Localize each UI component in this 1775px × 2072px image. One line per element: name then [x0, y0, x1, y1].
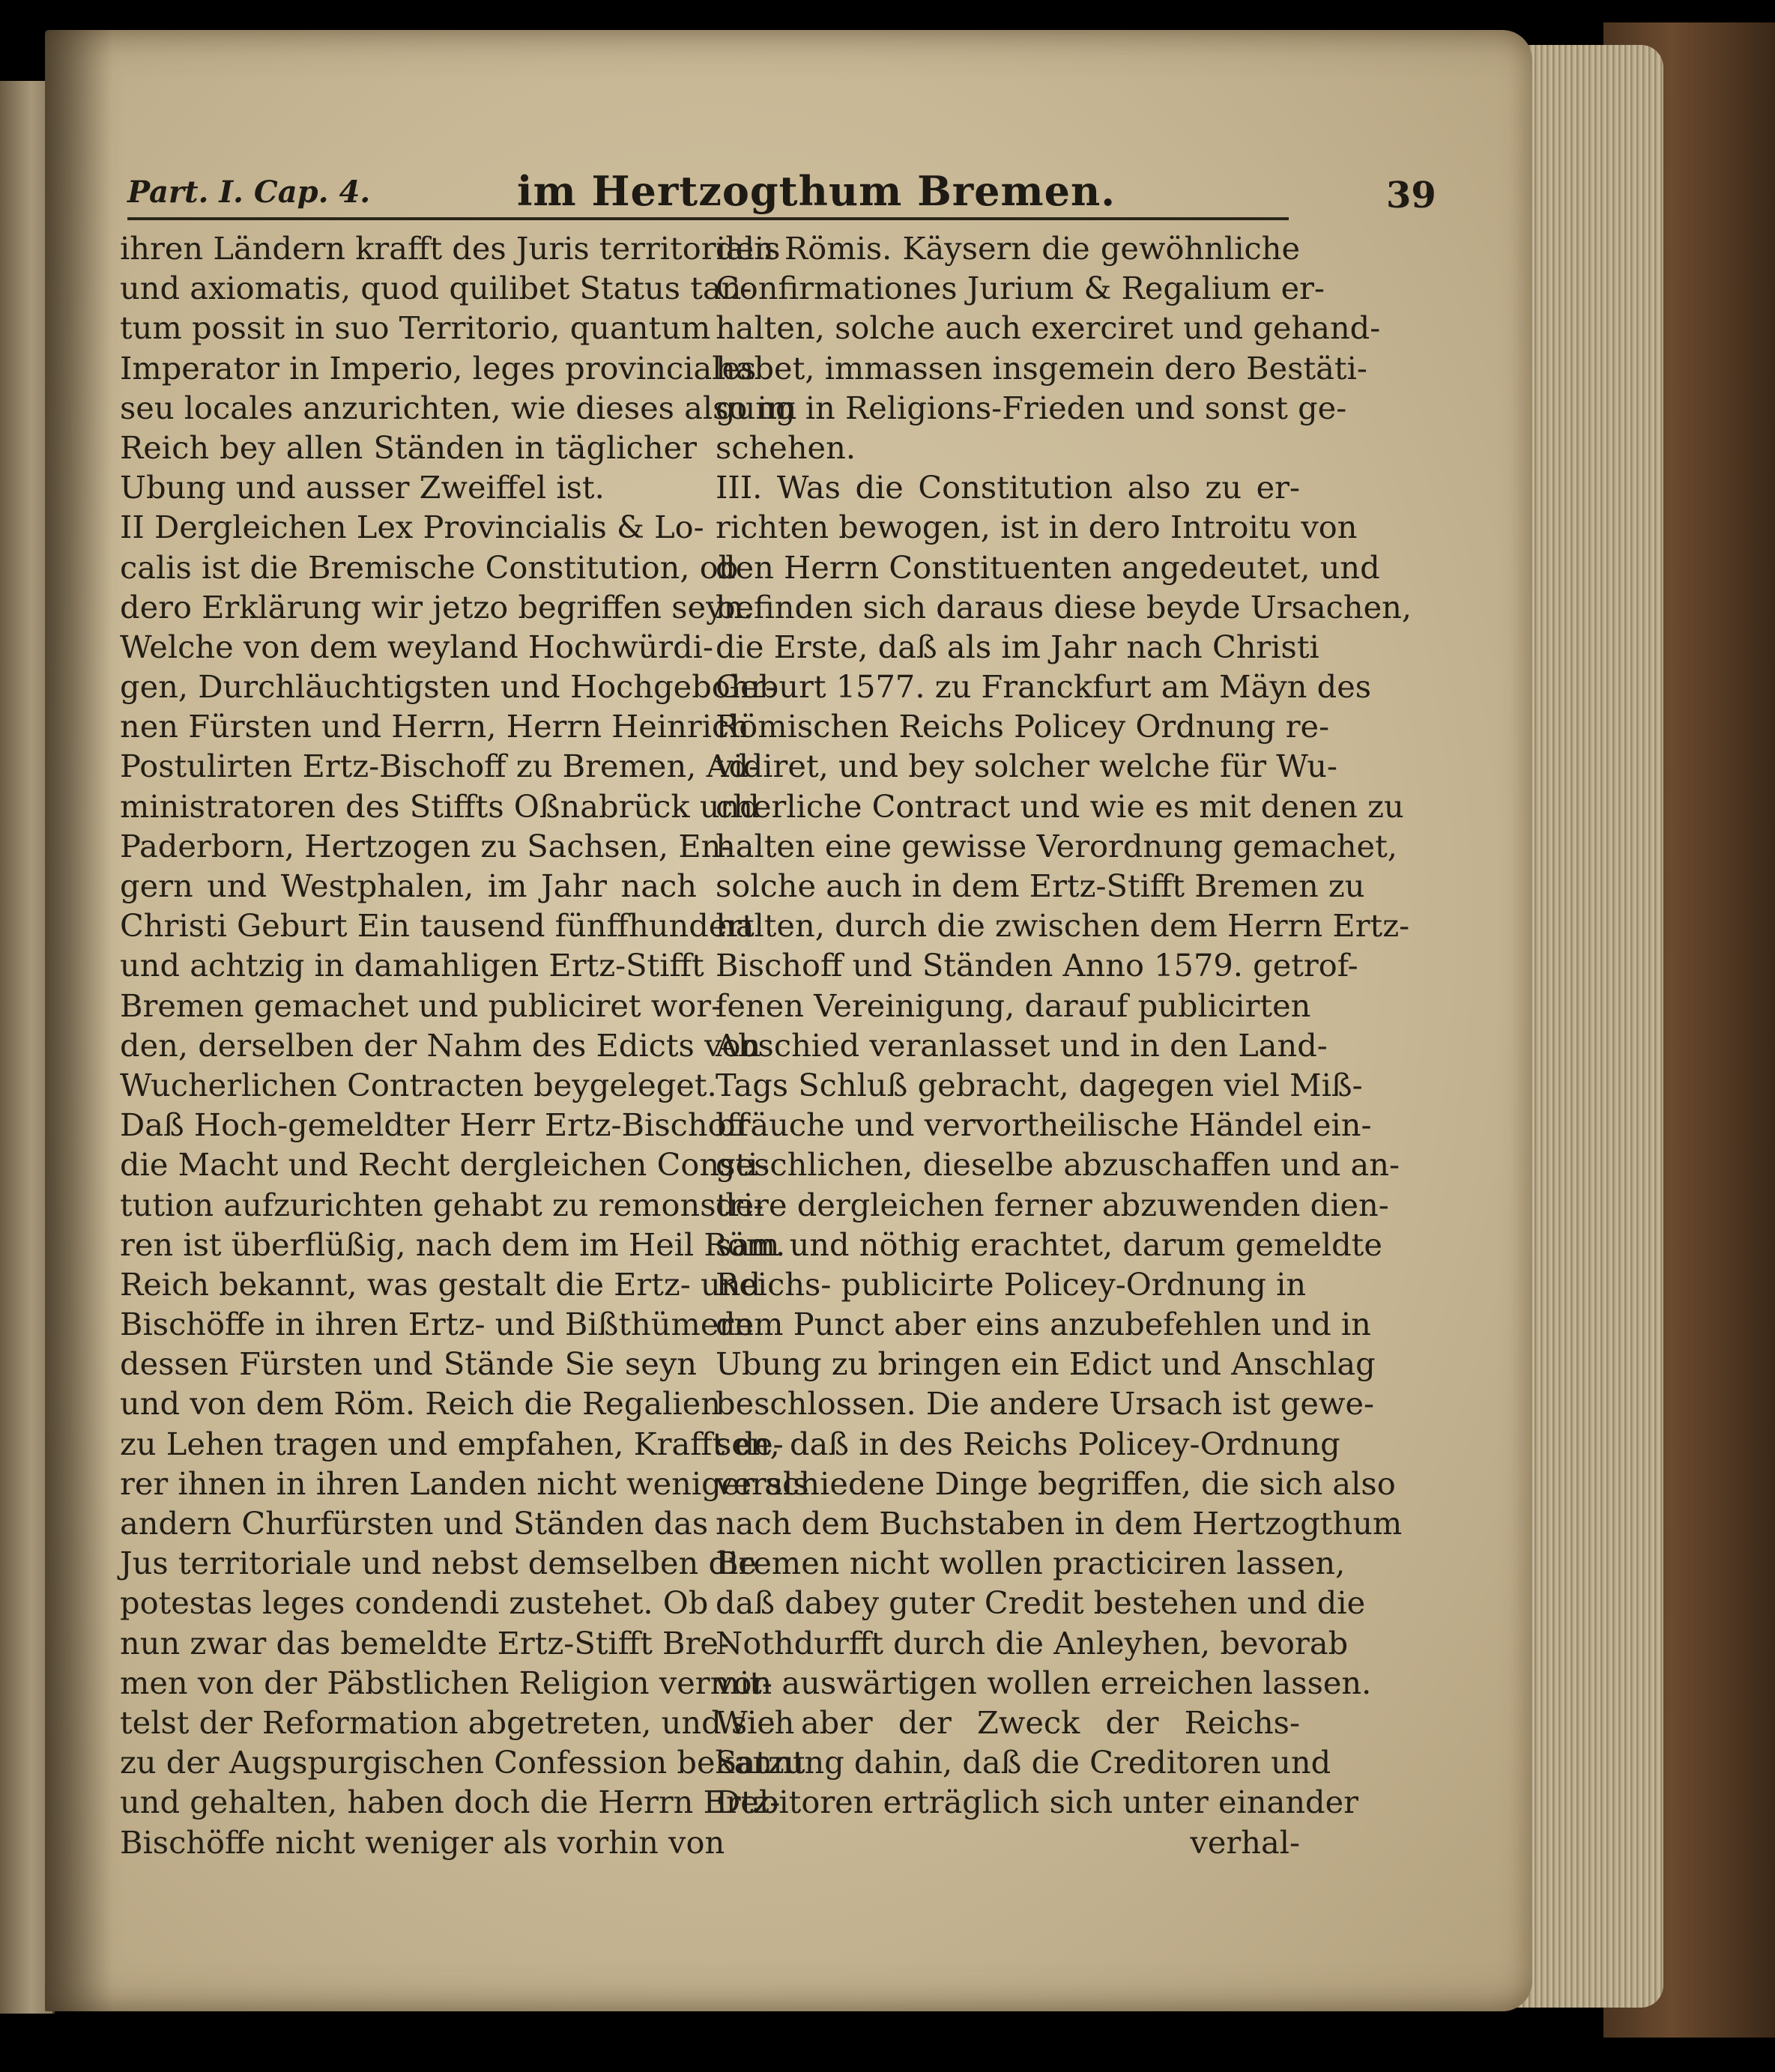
text-line: dere dergleichen ferner abzuwenden dien- — [716, 1186, 1389, 1223]
text-line: daß dabey guter Credit bestehen und die — [716, 1584, 1366, 1622]
text-line: dero Erklärung wir jetzo begriffen seyn. — [120, 588, 754, 625]
page-header — [127, 161, 1436, 221]
page-block-edges — [1514, 45, 1663, 2008]
text-line: Bischoff und Ständen Anno 1579. getrof- — [716, 947, 1358, 984]
text-line: telst der Reformation abgetreten, und sich — [120, 1703, 795, 1741]
text-line: und von dem Röm. Reich die Regalien — [120, 1385, 721, 1423]
text-line: Tags Schluß gebracht, dagegen viel Miß- — [716, 1066, 1363, 1103]
text-line: und gehalten, haben doch die Herrn Ertz- — [120, 1784, 781, 1821]
text-line: Christi Geburt Ein tausend fünffhundert — [120, 907, 755, 945]
text-line: nun zwar das bemeldte Ertz-Stifft Bre- — [120, 1624, 729, 1661]
text-line: gen, Durchläuchtigsten und Hochgebohr- — [120, 668, 776, 706]
text-line: Reich bekannt, was gestalt die Ertz- und — [120, 1265, 761, 1303]
text-line: halten, durch die zwischen dem Herrn Ertz- — [716, 907, 1410, 945]
text-line: fenen Vereinigung, darauf publicirten — [716, 987, 1311, 1024]
text-line: Bremen nicht wollen practiciren lassen, — [716, 1545, 1346, 1582]
text-line: Debitoren erträglich sich unter einander — [716, 1784, 1359, 1821]
text-line: Reichs- publicirte Policey-Ordnung in — [716, 1265, 1307, 1303]
text-line: Bremen gemachet und publiciret wor- — [120, 987, 722, 1024]
text-line: Welche von dem weyland Hochwürdi- — [120, 628, 713, 665]
text-line: sam und nöthig erachtet, darum gemeldte — [716, 1226, 1382, 1263]
text-line: dessen Fürsten und Stände Sie seyn — [120, 1345, 697, 1383]
text-line: Imperator in Imperio, leges provinciales — [120, 349, 757, 387]
text-line: Ubung und ausser Zweiffel ist. — [120, 469, 605, 506]
text-line: Satzung dahin, daß die Creditoren und — [716, 1744, 1331, 1781]
text-line: nach dem Buchstaben in dem Hertzogthum — [716, 1505, 1403, 1542]
text-line: Postulirten Ertz-Bischoff zu Bremen, Ad- — [120, 748, 760, 785]
text-line: Ubung zu bringen ein Edict und Anschlag — [716, 1345, 1376, 1383]
text-line: befinden sich daraus diese beyde Ursachen, — [716, 588, 1412, 625]
right-text-column — [716, 228, 1412, 1862]
text-line: dem Punct aber eins anzubefehlen und in — [716, 1306, 1371, 1343]
text-line: III. Was die Constitution also zu er- — [716, 469, 1300, 506]
text-line: solche auch in dem Ertz-Stifft Bremen zu — [716, 867, 1365, 904]
text-line: Wie aber der Zweck der Reichs- — [716, 1703, 1300, 1741]
running-head-title: im Hertzogthum Bremen. — [517, 167, 1116, 215]
text-line: Reich bey allen Ständen in täglicher — [120, 428, 697, 466]
header-rule — [127, 217, 1289, 220]
text-line: beschlossen. Die andere Ursach ist gewe- — [716, 1385, 1375, 1423]
text-line: von auswärtigen wollen erreichen lassen. — [716, 1664, 1372, 1701]
text-line: und axiomatis, quod quilibet Status tan- — [120, 270, 752, 307]
text-line: Nothdurfft durch die Anleyhen, bevorab — [716, 1624, 1349, 1661]
text-line: richten bewogen, ist in dero Introitu von — [716, 509, 1358, 546]
text-line: Bischöffe in ihren Ertz- und Bißthümern — [120, 1306, 754, 1343]
text-line: verschiedene Dinge begriffen, die sich also — [716, 1464, 1396, 1502]
text-line: ihren Ländern krafft des Juris territorialis — [120, 230, 781, 267]
text-line: vidiret, und bey solcher welche für Wu- — [716, 748, 1338, 785]
text-line: Jus territoriale und nebst demselben die — [120, 1545, 757, 1582]
text-line: calis ist die Bremische Constitution, ob — [120, 548, 739, 586]
text-line: den Römis. Käysern die gewöhnliche — [716, 230, 1300, 267]
text-line: zu der Augspurgischen Confession bekannt — [120, 1744, 805, 1781]
text-line: zu Lehen tragen und empfahen, Krafft de- — [120, 1425, 784, 1462]
text-line: habet, immassen insgemein dero Bestäti- — [716, 349, 1367, 387]
text-line: andern Churfürsten und Ständen das — [120, 1505, 709, 1542]
text-line: Römischen Reichs Policey Ordnung re- — [716, 708, 1330, 745]
running-head-part: Part. I. Cap. 4. — [127, 175, 371, 210]
text-line: Daß Hoch-gemeldter Herr Ertz-Bischoff — [120, 1106, 749, 1144]
text-line: Geburt 1577. zu Franckfurt am Mäyn des — [716, 668, 1372, 706]
text-line: den Herrn Constituenten angedeutet, und — [716, 548, 1380, 586]
text-line: men von der Päbstlichen Religion vermit- — [120, 1664, 772, 1701]
text-line: tution aufzurichten gehabt zu remonstri- — [120, 1186, 764, 1223]
text-line: den, derselben der Nahm des Edicts von — [120, 1026, 761, 1064]
text-line: potestas leges condendi zustehet. Ob — [120, 1584, 709, 1622]
gutter-shadow — [45, 30, 112, 2011]
text-line: rer ihnen in ihren Landen nicht weniger als — [120, 1464, 809, 1502]
text-line: ren ist überflüßig, nach dem im Heil Röm. — [120, 1226, 786, 1263]
text-line: schehen. — [716, 428, 856, 466]
text-line: Paderborn, Hertzogen zu Sachsen, En- — [120, 827, 732, 864]
text-line: gern und Westphalen, im Jahr nach — [120, 867, 697, 904]
text-line: Confirmationes Jurium & Regalium er- — [716, 270, 1325, 307]
text-line: halten eine gewisse Verordnung gemachet, — [716, 827, 1397, 864]
text-line: cherliche Contract und wie es mit denen zu — [716, 787, 1404, 825]
text-line: seu locales anzurichten, wie dieses also im — [120, 389, 797, 426]
text-line: tum possit in suo Territorio, quantum — [120, 309, 711, 347]
text-line: geschlichen, dieselbe abzuschaffen und an- — [716, 1146, 1400, 1184]
text-line: verhal- — [1190, 1823, 1300, 1861]
text-line: halten, solche auch exerciret und gehand- — [716, 309, 1381, 347]
page-number: 39 — [1386, 175, 1436, 216]
text-line: die Erste, daß als im Jahr nach Christi — [716, 628, 1319, 665]
text-line: Abschied veranlasset und in den Land- — [716, 1026, 1328, 1064]
text-line: bräuche und vervortheilische Händel ein- — [716, 1106, 1372, 1144]
text-line: Wucherlichen Contracten beygeleget. — [120, 1066, 717, 1103]
text-line: nen Fürsten und Herrn, Herrn Heinrich — [120, 708, 749, 745]
text-line: gung in Religions-Frieden und sonst ge- — [716, 389, 1347, 426]
text-line: die Macht und Recht dergleichen Consti- — [120, 1146, 769, 1184]
text-line: Bischöffe nicht weniger als vorhin von — [120, 1823, 725, 1861]
text-line: und achtzig in damahligen Ertz-Stifft — [120, 947, 704, 984]
text-line: ministratoren des Stiffts Oßnabrück und — [120, 787, 760, 825]
text-line: sen, daß in des Reichs Policey-Ordnung — [716, 1425, 1340, 1462]
text-line: II Dergleichen Lex Provincialis & Lo- — [120, 509, 704, 546]
